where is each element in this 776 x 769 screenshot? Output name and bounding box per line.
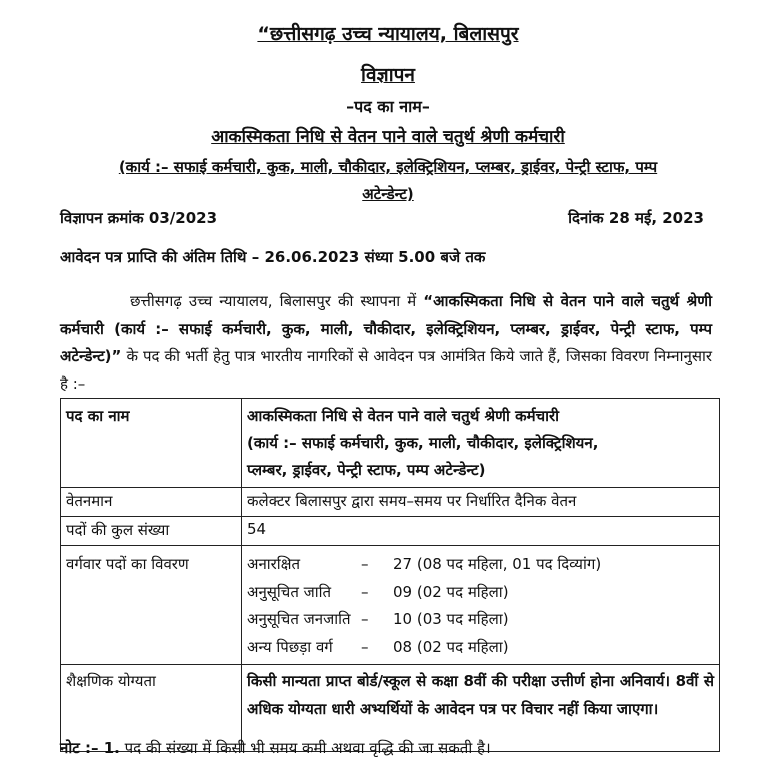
intro-text-2: के पद की भर्ती हेतु पात्र भारतीय नागरिकों से आवेदन पत्र आमंत्रित किये जाते हैं, जिसका विवरण निम्नानुसार है :– bbox=[60, 347, 712, 393]
post-title: आकस्मिकता निधि से वेतन पाने वाले चतुर्थ श्रेणी कर्मचारी bbox=[211, 127, 565, 147]
table-row-count bbox=[61, 517, 720, 546]
category-label: वर्गवार पदों का विवरण bbox=[61, 546, 242, 665]
category-name: अनुसूचित जाति bbox=[247, 582, 332, 601]
category-name: अनुसूचित जनजाति bbox=[247, 610, 351, 628]
category-dash: – bbox=[361, 610, 369, 628]
note-label: नोट :– bbox=[60, 739, 104, 757]
post-name-heading: –पद का नाम– bbox=[346, 97, 430, 116]
post-value bbox=[242, 399, 720, 488]
education-value: किसी मान्यता प्राप्त बोर्ड/स्कूल से कक्षा 8वीं की परीक्षा उत्तीर्ण होना अनिवार्य। 8वीं से अधिक योग्यता धारी अभ्यर्थियों के आवेदन पत्र पर विचार नहीं किया जाएगा। bbox=[242, 665, 720, 752]
note-text: पद की संख्या में किसी भी समय कमी अथवा वृद्धि की जा सकती है। bbox=[119, 739, 491, 757]
category-dash: – bbox=[361, 555, 369, 573]
count-label: पदों की कुल संख्या bbox=[61, 517, 242, 546]
post-subtitle-line2: अटेन्डेन्ट) bbox=[362, 185, 414, 203]
category-dash: – bbox=[361, 582, 369, 601]
category-value bbox=[242, 546, 720, 665]
category-line bbox=[247, 634, 714, 662]
table-row-post bbox=[61, 399, 720, 488]
post-value-line2: (कार्य :– सफाई कर्मचारी, कुक, माली, चौकीदार, इलेक्ट्रिशियन, bbox=[247, 434, 599, 452]
advertisement-title: विज्ञापन bbox=[361, 64, 415, 86]
advertisement-number: विज्ञापन क्रमांक 03/2023 bbox=[60, 209, 218, 227]
category-line bbox=[247, 606, 714, 634]
table-row-category bbox=[61, 546, 720, 665]
category-count: 09 (02 पद महिला) bbox=[393, 582, 509, 601]
category-name: अनारक्षित bbox=[247, 555, 300, 573]
table-row-pay bbox=[61, 488, 720, 517]
pay-label: वेतनमान bbox=[61, 488, 242, 517]
note-number: 1. bbox=[103, 739, 120, 757]
category-name: अन्य पिछड़ा वर्ग bbox=[247, 637, 333, 656]
advertisement-date: दिनांक 28 मई, 2023 bbox=[568, 209, 704, 227]
education-label: शैक्षणिक योग्यता bbox=[61, 665, 242, 752]
post-subtitle-line1: (कार्य :– सफाई कर्मचारी, कुक, माली, चौकीदार, इलेक्ट्रिशियन, प्लम्बर, ड्राईवर, पेन्ट्री स्टाफ, पम्प bbox=[118, 158, 658, 176]
intro-paragraph bbox=[60, 288, 712, 398]
post-value-line3: प्लम्बर, ड्राईवर, पेन्ट्री स्टाफ, पम्प अटेन्डेन्ट) bbox=[247, 461, 486, 479]
category-line bbox=[247, 551, 714, 579]
note bbox=[60, 738, 491, 758]
post-subtitle bbox=[0, 154, 776, 208]
court-title: “छत्तीसगढ़ उच्च न्यायालय, बिलासपुर bbox=[257, 23, 519, 45]
last-date-notice: आवेदन पत्र प्राप्ति की अंतिम तिथि – 26.06.2023 संध्या 5.00 बजे तक bbox=[60, 248, 486, 266]
category-count: 08 (02 पद महिला) bbox=[393, 637, 509, 656]
post-value-line1: आकस्मिकता निधि से वेतन पाने वाले चतुर्थ श्रेणी कर्मचारी bbox=[247, 407, 560, 425]
pay-value: कलेक्टर बिलासपुर द्वारा समय–समय पर निर्धारित दैनिक वेतन bbox=[242, 488, 720, 517]
category-dash: – bbox=[361, 637, 369, 656]
intro-text-bold: “आकस्मिकता निधि से वेतन पाने वाले चतुर्थ श्रेणी कर्मचारी (कार्य :– सफाई कर्मचारी, कुक, माली, चौकीदार, इलेक्ट्रिशियन, प्लम्बर, ड्राईवर, पेन्ट्री स्टाफ, पम्प अटेन्डेन्ट)” bbox=[60, 292, 712, 365]
post-label: पद का नाम bbox=[61, 399, 242, 488]
count-value: 54 bbox=[242, 517, 720, 546]
details-table bbox=[60, 398, 720, 752]
category-line bbox=[247, 579, 714, 607]
category-count: 27 (08 पद महिला, 01 पद दिव्यांग) bbox=[393, 555, 602, 573]
category-count: 10 (03 पद महिला) bbox=[393, 610, 509, 628]
intro-text-1: छत्तीसगढ़ उच्च न्यायालय, बिलासपुर की स्थापना में bbox=[130, 292, 424, 310]
